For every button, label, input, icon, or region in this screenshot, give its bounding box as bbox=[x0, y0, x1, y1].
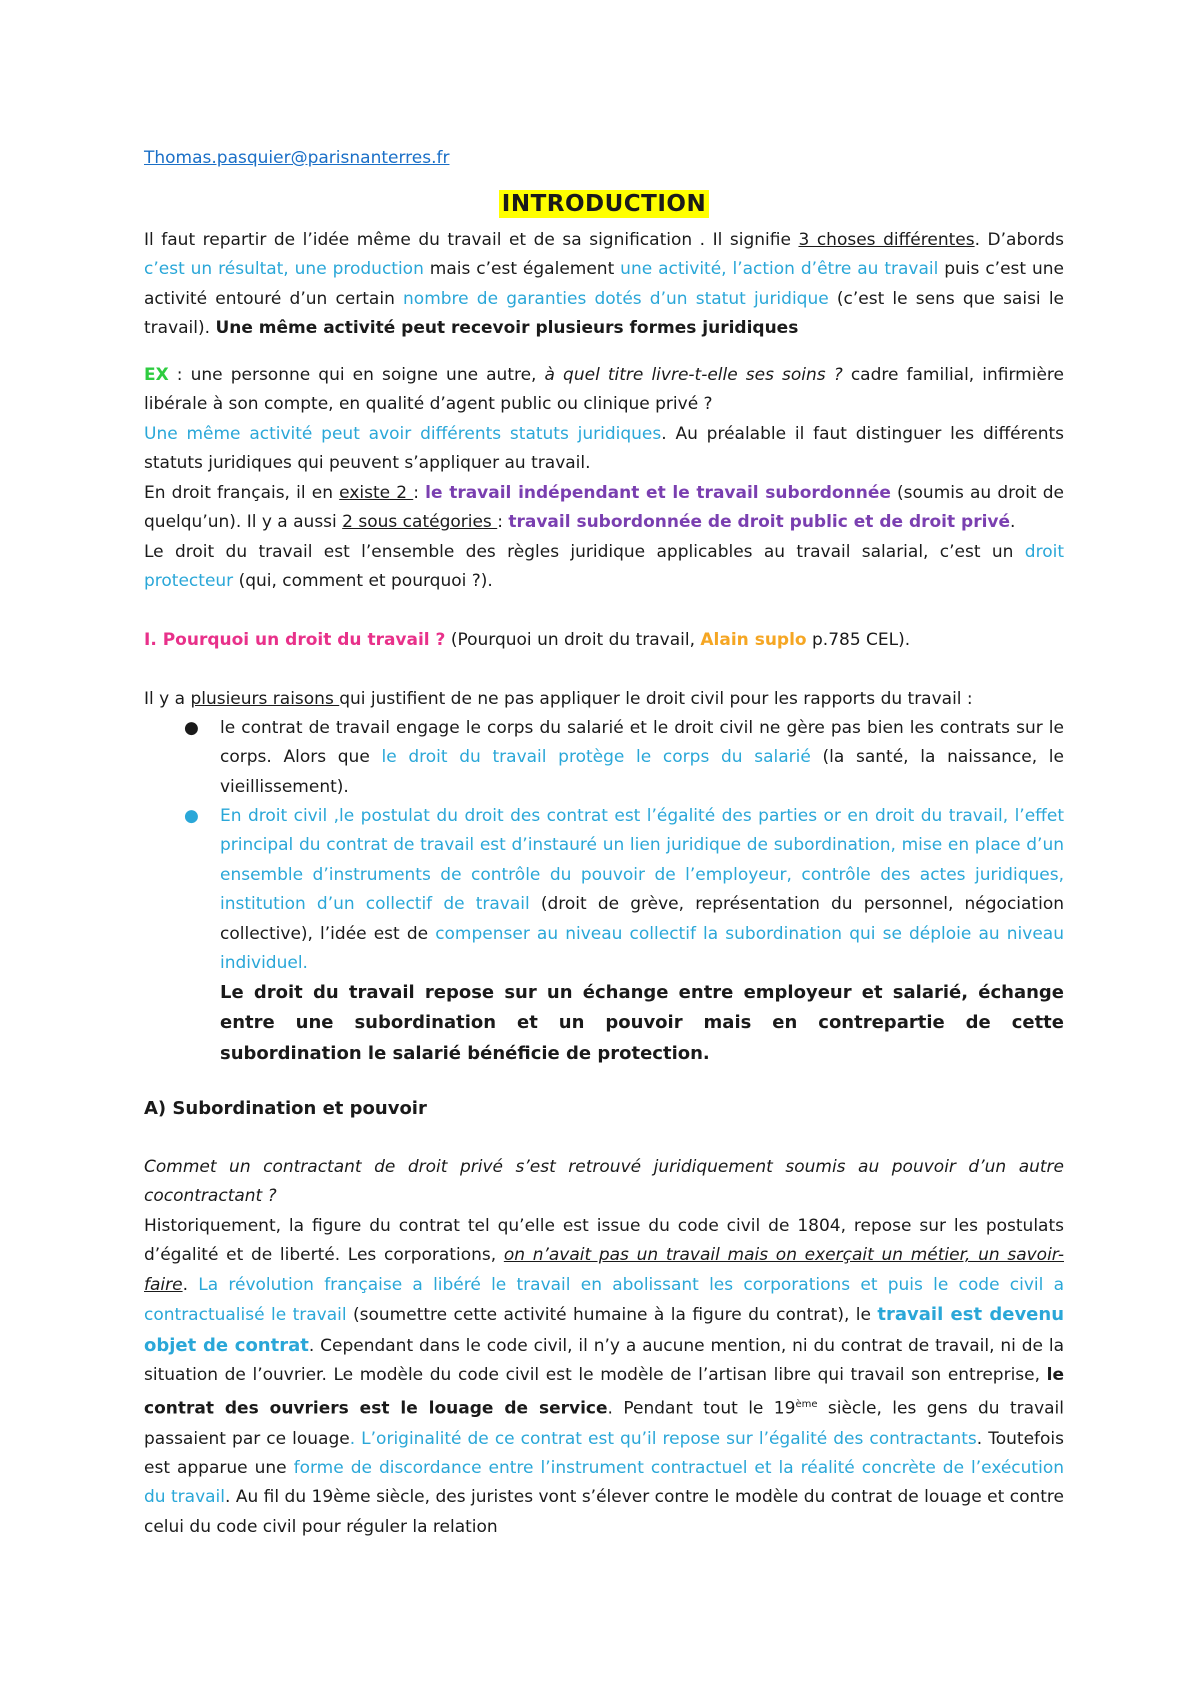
section-1-heading: I. Pourquoi un droit du travail ? (Pourquoi un droit du travail, Alain suplo p.785 CEL). bbox=[144, 630, 911, 650]
raisons-paragraph: Il y a plusieurs raisons qui justifient de ne pas appliquer le droit civil pour les rapports du travail : bbox=[144, 689, 973, 709]
droit-travail-paragraph: Le droit du travail est l’ensemble des règles juridique applicables au travail salarial, c’est un droit protecteur (qui, comment et pourquoi ?). bbox=[144, 542, 1064, 592]
question-paragraph: Commet un contractant de droit privé s’est retrouvé juridiquement soumis au pouvoir d’un autre cocontractant ? bbox=[144, 1157, 1064, 1207]
list-item: ● En droit civil ,le postulat du droit des contrat est l’égalité des parties or en droit du travail, l’effet principal du contrat de travail est d’instauré un lien juridique de subordination, mise en place d’un ensemble d’instruments de contrôle du pouvoir de l’employeur, contrôle des actes juridiques, institution d’un collectif de travail (droit de grève, représentation du personnel, négociation collective), l’idée est de compenser au niveau collectif la subordination qui se déploie au niveau individuel. bbox=[184, 802, 1064, 978]
list-item: ● le contrat de travail engage le corps du salarié et le droit civil ne gère pas bien les contrats sur le corps. Alors que le droit du travail protège le corps du salarié (la santé, la naissance, le vieillissement). bbox=[184, 714, 1064, 802]
intro-paragraph: Il faut repartir de l’idée même du travail et de sa signification . Il signifie 3 choses différentes. D’abords c’est un résultat, une production mais c’est également une activité, l’action d’être au travail puis c’est une activité entouré d’un certain nombre de garanties dotés d’un statut juridique (c’est le sens que saisi le travail). Une même activité peut recevoir plusieurs formes juridiques bbox=[144, 230, 1064, 339]
title-wrap bbox=[144, 190, 1064, 218]
bullet-icon: ● bbox=[184, 718, 199, 738]
statuts-paragraph: Une même activité peut avoir différents statuts juridiques. Au préalable il faut distinguer les différents statuts juridiques qui peuvent s’appliquer au travail. bbox=[144, 424, 1065, 474]
example-paragraph: EX : une personne qui en soigne une autre, à quel titre livre-t-elle ses soins ? cadre familial, infirmière libérale à son compte, en qualité d’agent public ou clinique privé ? bbox=[144, 365, 1065, 415]
bullet-icon: ● bbox=[184, 806, 199, 826]
list-item-continuation: Le droit du travail repose sur un échange entre employeur et salarié, échange entre une subordination et un pouvoir mais en contrepartie de cette subordination le salarié bénéficie de protection. bbox=[220, 982, 1064, 1064]
history-paragraph: Historiquement, la figure du contrat tel qu’elle est issue du code civil de 1804, repose sur les postulats d’égalité et de liberté. Les corporations, on n’avait pas un travail mais on exerçait un métier, un savoir-faire. La révolution française a libéré le travail en abolissant les corporations et puis le code civil a contractualisé le travail (soumettre cette activité humaine à la figure du contrat), le travail est devenu objet de contrat. Cependant dans le code civil, il n’y a aucune mention, ni du contrat de travail, ni de la situation de l’ouvrier. Le modèle du code civil est le modèle de l’artisan libre qui travail son entreprise, le contrat des ouvriers est le louage de service. Pendant tout le 19ème siècle, les gens du travail passaient par ce louage. L’originalité de ce contrat est qu’il repose sur l’égalité des contractants. Toutefois est apparue une forme de discordance entre l’instrument contractuel et la réalité concrète de l’exécution du travail. Au fil du 19ème siècle, des juristes vont s’élever contre le modèle du contrat de louage et contre celui du code civil pour réguler la relation bbox=[144, 1216, 1065, 1537]
section-a-heading: A) Subordination et pouvoir bbox=[144, 1098, 427, 1119]
droit-francais-paragraph: En droit français, il en existe 2 : le travail indépendant et le travail subordonnée (soumis au droit de quelqu’un). Il y a aussi 2 sous catégories : travail subordonnée de droit public et de droit privé. bbox=[144, 483, 1064, 533]
email-link[interactable]: Thomas.pasquier@parisnanterres.fr bbox=[144, 148, 450, 168]
page-title: INTRODUCTION bbox=[499, 190, 709, 218]
